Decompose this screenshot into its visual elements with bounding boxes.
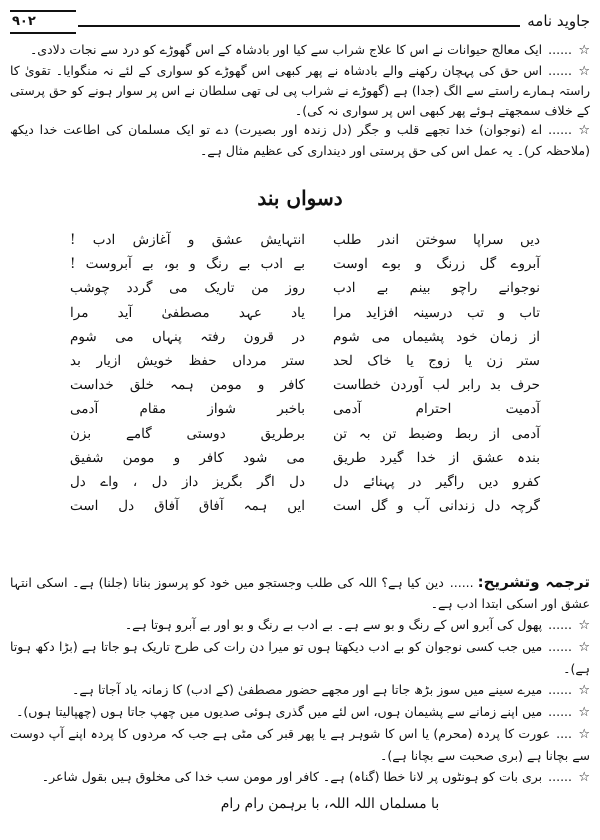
hemistich-second: بے ادب بے رنگ و بو، بے آبروست ! — [70, 256, 305, 273]
commentary-text: عورت کا پردہ (محرم) یا اس کا شوہر ہے یا پھر قبر کی مٹی ہے جب کہ مردوں کا پردہ اپنے آپ دوست سے بچانا ہے (بری صحبت سے بچانا ہے)۔ — [10, 726, 590, 763]
book-title: جاوید نامه — [527, 12, 590, 30]
notes-section — [10, 40, 590, 160]
star-icon: ☆ — [578, 63, 590, 79]
hemistich-second: باخبر شواز مقام آدمی — [70, 401, 305, 418]
hemistich-second: روز من تاریک می گردد چوشب — [70, 280, 305, 297]
commentary-item — [10, 614, 590, 636]
star-icon: ☆ — [578, 770, 590, 785]
verse — [70, 397, 540, 421]
hemistich-first: ستر زن یا زوج یا خاک لحد — [333, 352, 540, 369]
hemistich-second: ستر مرداں حفظ خویش ازیار بد — [70, 352, 305, 369]
section-title: دسواں بند — [257, 186, 343, 210]
star-icon: ☆ — [578, 727, 590, 742]
hemistich-second: برطریق دوستی گامے بزن — [70, 425, 305, 442]
star-icon: ☆ — [578, 123, 590, 138]
commentary-section — [10, 572, 590, 815]
star-icon: ☆ — [578, 705, 590, 720]
leader-dots: ...... — [548, 769, 572, 784]
commentary-item — [10, 766, 590, 788]
verse — [70, 349, 540, 373]
star-icon: ☆ — [578, 683, 590, 698]
hemistich-first: تاب و تب درسینہ افزاید مرا — [333, 304, 540, 321]
commentary-text: پھول کی آبرو اس کے رنگ و بو سے ہے۔ بے ادب بے رنگ و بو اور بے آبرو ہوتا ہے۔ — [124, 617, 543, 632]
header-rule — [78, 25, 520, 27]
hemistich-first: آدمیت احترام آدمی — [333, 401, 540, 418]
note-text: ایک معالج حیوانات نے اس کا علاج شراب سے کیا اور بادشاہ کے اس گھوڑے کو درد سے نجات دلادی۔ — [29, 42, 543, 57]
hemistich-second: دل اگر بگریز داز دل ، واے دل — [70, 473, 305, 490]
leader-dots: ...... — [449, 575, 474, 590]
hemistich-first: آبروے گل زرنگ و بوے اوست — [333, 256, 540, 273]
verse — [70, 252, 540, 276]
page-header — [10, 10, 590, 36]
verse — [70, 228, 540, 252]
note-item — [10, 120, 590, 160]
hemistich-second: می شود کافر و مومن شفیق — [70, 449, 305, 466]
note-text: اے (نوجوان) خدا تجھے قلب و جگر (دل زندہ اور بصیرت) دے تو ایک مسلمان کی اطاعت خدا دیکھ (ملاحظہ کر)۔ یہ عمل اس کی حق پرستی اور دینداری کی عظیم مثال ہے۔ — [10, 122, 590, 158]
verse — [70, 446, 540, 470]
commentary-intro — [10, 572, 590, 614]
leader-dots: ...... — [548, 122, 572, 137]
hemistich-first: نوجوانے راچو بینم بے ادب — [333, 280, 540, 297]
verse — [70, 373, 540, 397]
verse — [70, 301, 540, 325]
leader-dots: ...... — [548, 704, 572, 719]
verse — [70, 325, 540, 349]
page-number: ۹۰۲ — [10, 10, 76, 34]
verse — [70, 494, 540, 518]
hemistich-first: گرچہ دل زندانی آب و گل است — [333, 498, 540, 515]
star-icon: ☆ — [578, 43, 590, 58]
hemistich-first: دیں سراپا سوختن اندر طلب — [333, 232, 540, 248]
commentary-item — [10, 636, 590, 679]
leader-dots: ...... — [548, 682, 572, 697]
leader-dots: ...... — [548, 617, 572, 632]
hemistich-first: از زمان خود پشیماں می شوم — [333, 328, 540, 345]
commentary-item — [10, 723, 590, 766]
leader-dots: ...... — [548, 62, 572, 78]
leader-dots: .... — [556, 726, 572, 741]
commentary-text: میں اپنے زمانے سے پشیمان ہوں، اس لئے میں گذری ہوئی صدیوں میں چھپ جاتا ہوں (چھپالیتا ہوں)۔ — [16, 704, 543, 719]
commentary-intro-text: دین کیا ہے؟ اللہ کی طلب وجستجو میں خود کو پرسوز بنانا (جلنا) ہے۔ اسکی انتہا عشق اور اسکی ابتدا ادب ہے۔ — [10, 575, 590, 611]
note-item — [10, 40, 590, 61]
hemistich-first: حرف بد رابر لب آوردن خطاست — [333, 377, 540, 394]
hemistich-second: در قرون رفتہ پنہاں می شوم — [70, 328, 305, 345]
commentary-heading: ترجمہ وتشریح: — [477, 573, 590, 591]
hemistich-second: ایں ہمہ آفاق آفاق دل است — [70, 498, 305, 515]
verse — [70, 422, 540, 446]
note-item — [10, 61, 590, 121]
verse — [70, 276, 540, 300]
commentary-text: میں جب کسی نوجوان کو بے ادب دیکھتا ہوں تو میرا دن رات کی طرح تاریک ہو جاتا ہے (بڑا دکھ ہوتا ہے)۔ — [10, 639, 590, 676]
leader-dots: ...... — [548, 639, 572, 654]
star-icon: ☆ — [578, 640, 590, 655]
quoted-couplet: با مسلماں اللہ اللہ، با برہمن رام رام — [220, 796, 440, 812]
commentary-text: بری بات کو ہونٹوں پر لانا خطا (گناہ) ہے۔ کافر اور مومن سب خدا کی مخلوق ہیں بقول شاعر۔ — [41, 769, 543, 784]
leader-dots: ...... — [548, 42, 572, 57]
commentary-item — [10, 701, 590, 723]
hemistich-first: آدمی از ربط وضبط تن بہ تن — [333, 425, 540, 442]
commentary-text: میرے سینے میں سوز بڑھ جاتا ہے اور مجھے حضور مصطفیٰ (کے ادب) کا زمانہ یاد آجاتا ہے۔ — [72, 682, 543, 697]
hemistich-second: یاد عہد مصطفیٰ آید مرا — [70, 304, 305, 321]
hemistich-first: کفرو دیں راگیر در پہنائے دل — [333, 473, 540, 490]
commentary-item — [10, 679, 590, 701]
hemistich-second: انتہایش عشق و آغازش ادب ! — [70, 232, 305, 248]
star-icon: ☆ — [578, 618, 590, 633]
verse — [70, 470, 540, 494]
poem — [70, 228, 540, 518]
hemistich-first: بندہ عشق از خدا گیرد طریق — [333, 449, 540, 466]
hemistich-second: کافر و مومن ہمہ خلق خداست — [70, 377, 305, 394]
note-text: اس حق کی پہچان رکھنے والے بادشاہ نے پھر کبھی اس گھوڑے کو سواری کے لئے نہ منگوایا۔ تقویٰ کا راستہ ہمارے راستے سے الگ (جدا) ہے (گھوڑے نے شراب پی لی تھی سلطان نے اس پر سوار ہونے کو حق پرستی کے خلاف سمجھتے ہوئے پھر کبھی اس پر سواری نہ کی)۔ — [10, 62, 590, 118]
